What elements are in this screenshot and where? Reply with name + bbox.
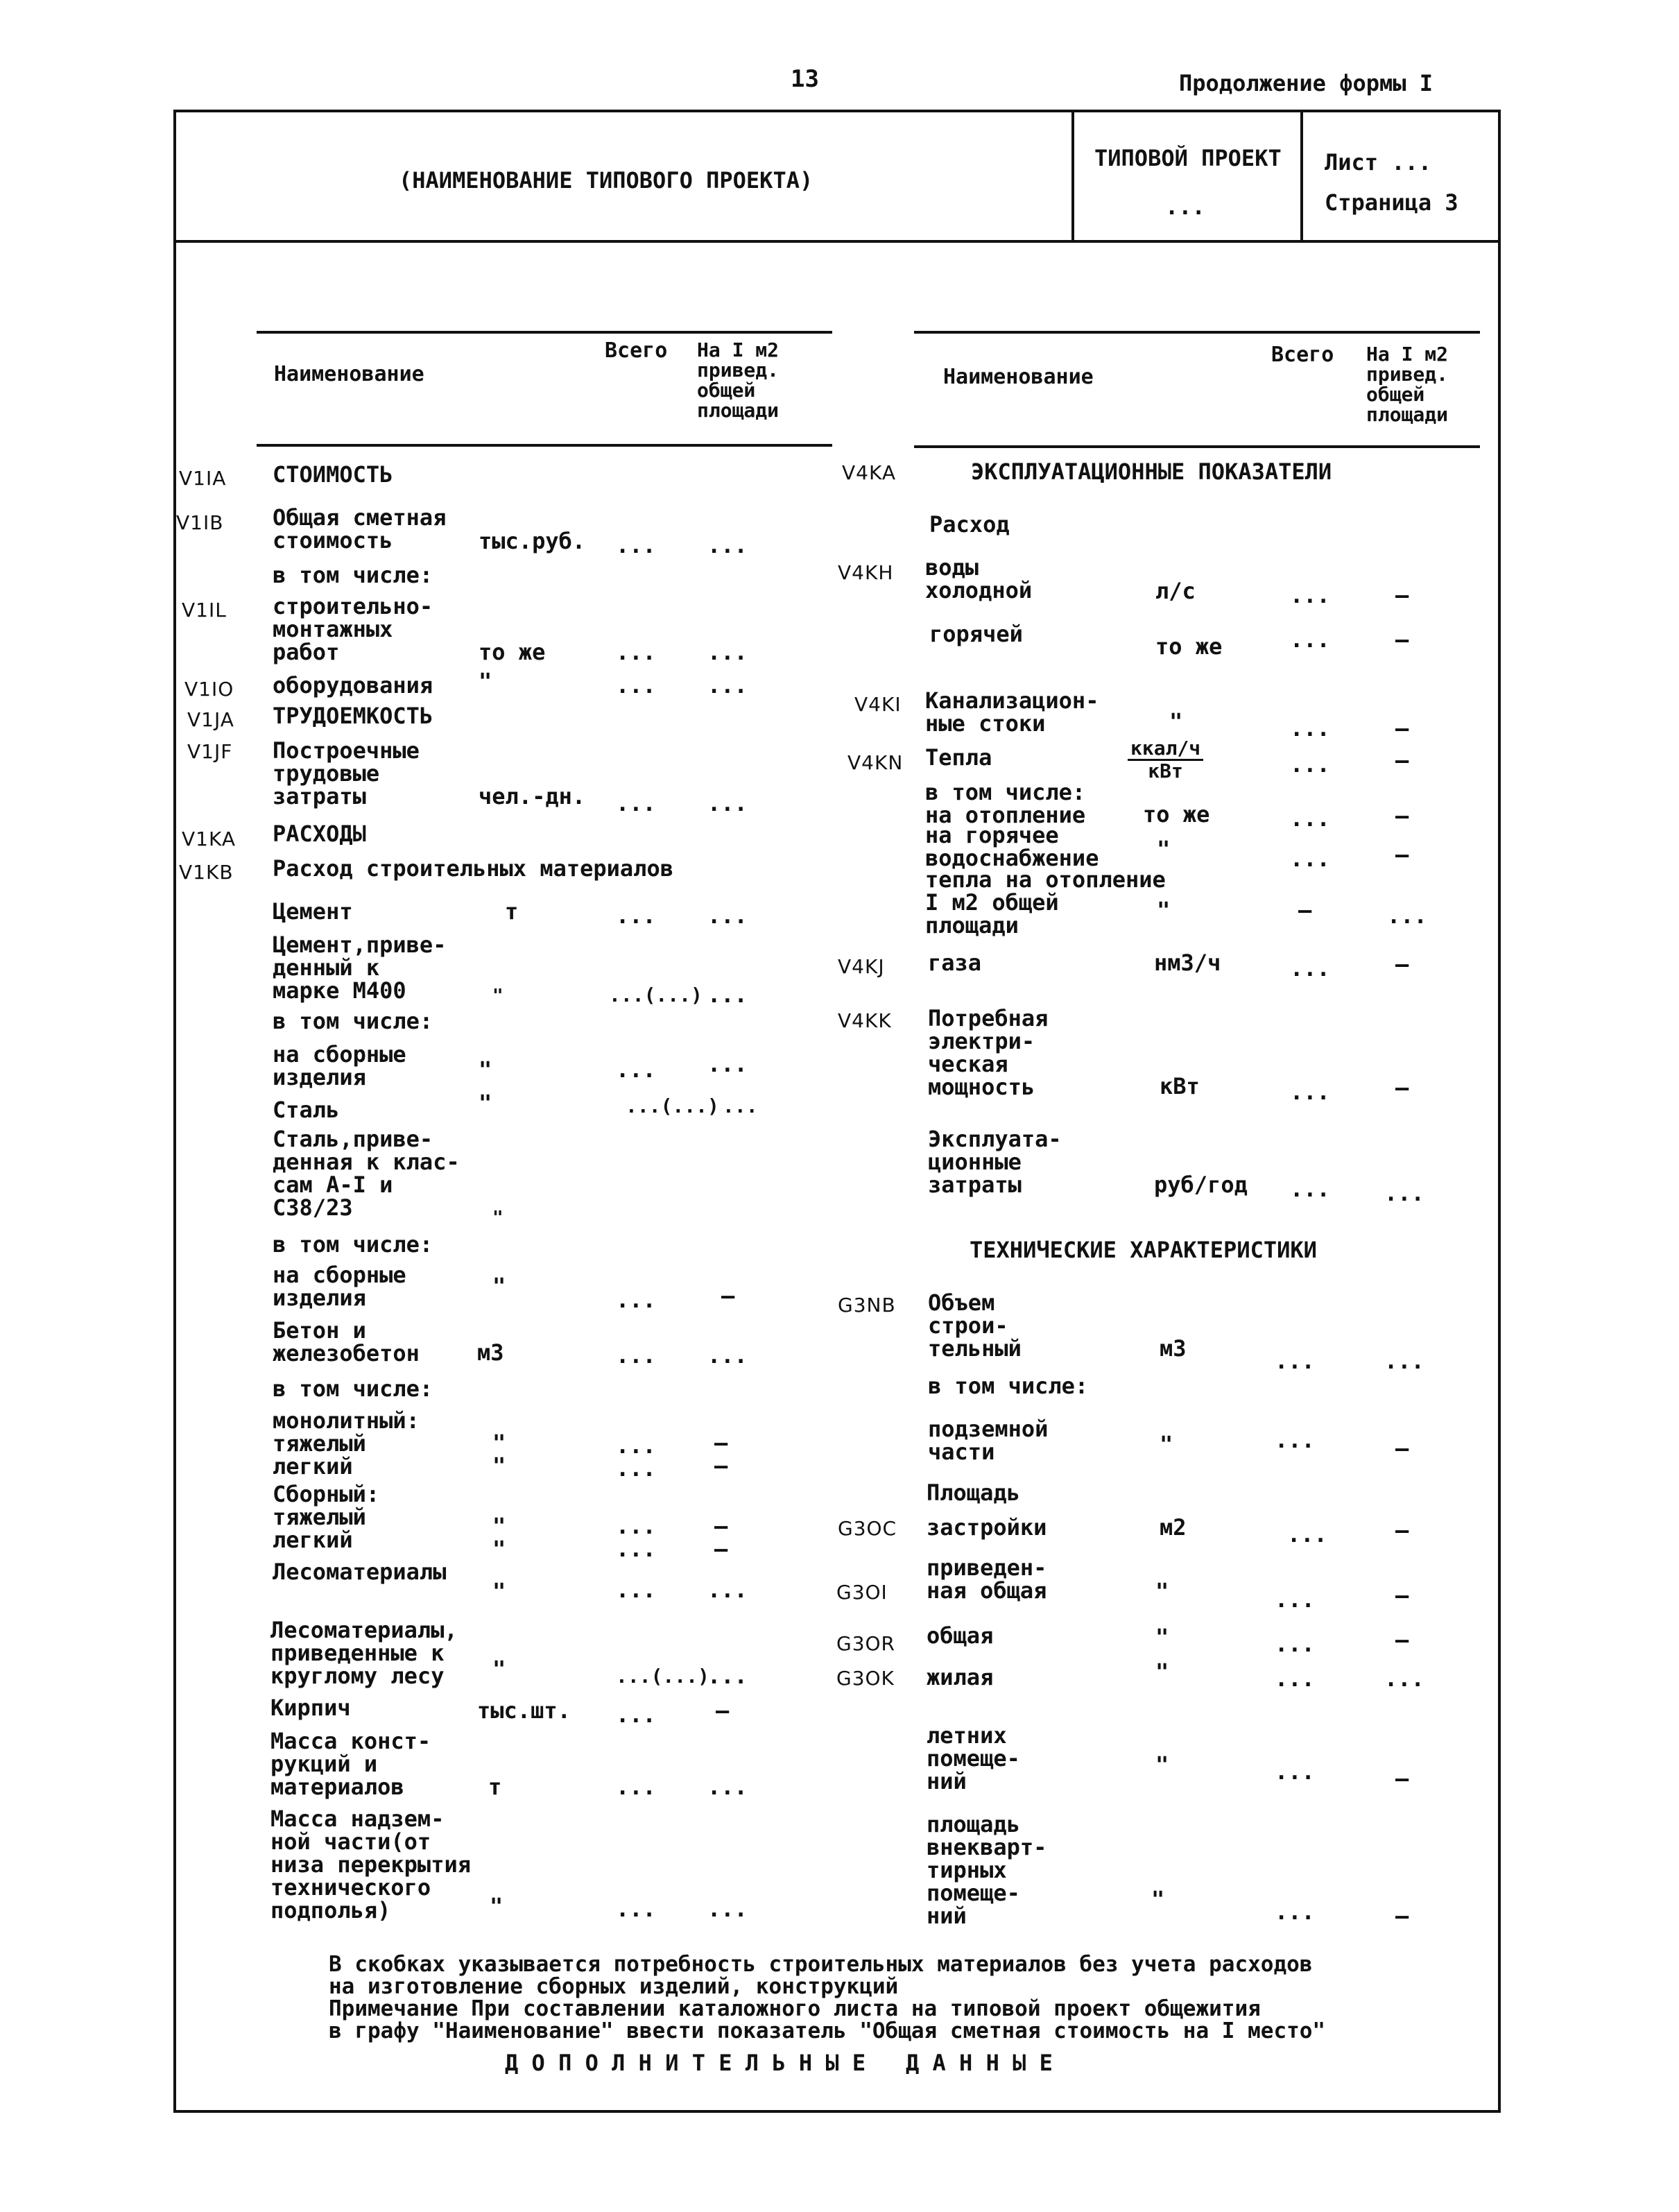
right-row-per: – <box>1395 1517 1409 1543</box>
right-row-total: ... <box>1290 805 1330 832</box>
left-row-unit: м3 <box>477 1339 504 1366</box>
left-row-total: ... <box>616 1577 656 1603</box>
right-row-name: на горячее водоснабжение <box>925 822 1099 871</box>
right-row-total: ... <box>1290 626 1330 653</box>
left-row-per: ... <box>707 639 748 665</box>
left-row-name: в том числе: <box>273 1375 433 1402</box>
left-row-name: Сборный: тяжелый легкий <box>273 1481 380 1553</box>
left-row-total: ... <box>616 639 656 665</box>
right-row-per: – <box>1395 715 1409 741</box>
right-row-name: летних помеще- ний <box>927 1722 1020 1794</box>
right-row-total: ... <box>1275 1665 1315 1692</box>
left-row-code: V1IL <box>182 599 227 621</box>
left-row-name: ТРУДОЕМКОСТЬ <box>273 703 433 729</box>
additional-data-heading: Д О П О Л Н И Т Е Л Ь Н Ы Е Д А Н Н Ы Е <box>505 2050 1053 2076</box>
left-row-unit: " <box>479 668 492 694</box>
left-row-code: V1IB <box>176 511 224 534</box>
left-header-total: Всего <box>605 338 668 363</box>
left-row-total: ...(...) <box>626 1095 719 1117</box>
right-row-total: ... <box>1287 1521 1327 1547</box>
left-row-total: ... <box>616 1287 656 1313</box>
note-line-4: в графу "Наименование" ввести показатель "Общая сметная стоимость на I место" <box>329 2018 1326 2043</box>
left-row-per: – – <box>714 1430 728 1479</box>
left-row-per: ... <box>723 1095 758 1117</box>
right-row-name: подземной части <box>928 1416 1049 1465</box>
right-row-total: ... <box>1275 1898 1315 1925</box>
left-row-per: ... <box>707 902 748 929</box>
left-row-per: – <box>721 1283 735 1309</box>
right-row-per: – <box>1395 951 1409 977</box>
left-row-unit: то же <box>479 639 546 665</box>
right-row-unit-denominator: кВт <box>1148 760 1183 782</box>
left-row-code: V1IO <box>184 678 234 701</box>
right-row-name: жилая <box>927 1664 994 1690</box>
right-row-unit: л/с <box>1155 578 1196 604</box>
left-row-per: ... <box>707 532 748 558</box>
right-row-name: Потребная электри- ческая мощность <box>928 1005 1049 1100</box>
left-row-total: ... <box>616 790 656 816</box>
left-row-code: V1KB <box>179 861 234 884</box>
left-row-total: ... <box>616 1896 656 1922</box>
right-row-total: ... <box>1275 1758 1315 1785</box>
right-row-per: – <box>1395 841 1409 868</box>
left-header-name: Наименование <box>274 362 424 386</box>
right-row-name: площадь внекварт- тирных помеще- ний <box>927 1811 1047 1929</box>
right-row-total: ... <box>1290 751 1330 778</box>
left-row-name: строительно- монтажных работ <box>273 593 433 665</box>
right-row-unit: " <box>1155 1578 1169 1604</box>
left-header-per-m2: На I м2 привед. общей площади <box>697 338 780 422</box>
left-row-unit: " <box>490 1893 503 1919</box>
page-label: Страница 3 <box>1325 189 1458 216</box>
right-row-per: – <box>1395 626 1409 653</box>
right-row-name: Расход <box>929 511 1010 538</box>
left-row-per: ... <box>707 790 748 816</box>
left-row-unit: " <box>492 986 503 1006</box>
right-row-name: тепла на отопление I м2 общей площади <box>925 866 1166 938</box>
right-row-unit: " <box>1169 708 1183 735</box>
right-row-name: Канализацион- ные стоки <box>925 687 1099 737</box>
right-row-name: ЭКСПЛУАТАЦИОННЫЕ ПОКАЗАТЕЛИ <box>971 458 1332 485</box>
left-row-total: ... <box>616 1774 656 1800</box>
left-row-name: Масса конст- рукций и материалов <box>270 1728 431 1800</box>
right-row-total: ... <box>1290 582 1330 608</box>
right-row-unit: м2 <box>1160 1514 1187 1541</box>
right-table-top-rule <box>914 331 1480 334</box>
left-row-unit: " <box>492 1208 503 1228</box>
right-row-unit: кВт <box>1160 1073 1200 1099</box>
right-row-total: ... <box>1290 1079 1330 1105</box>
right-row-unit: руб/год <box>1154 1172 1248 1198</box>
left-row-unit: " <box>479 1090 492 1116</box>
left-row-total: ... <box>616 1701 656 1728</box>
right-row-code: V4KJ <box>838 955 885 978</box>
right-row-unit: то же <box>1143 801 1210 828</box>
left-row-name: РАСХОДЫ <box>273 821 366 847</box>
right-row-name: горячей <box>929 621 1023 647</box>
left-row-per: ... <box>707 672 748 698</box>
left-row-per: – – <box>714 1513 728 1562</box>
frame-bottom <box>173 2110 1501 2113</box>
right-row-name: общая <box>927 1622 994 1649</box>
right-row-name: Тепла <box>925 744 992 771</box>
right-row-unit: " <box>1155 1624 1169 1650</box>
left-row-name: в том числе: <box>273 1231 433 1258</box>
left-row-per: ... <box>707 1051 748 1077</box>
left-row-name: Лесоматериалы <box>273 1559 447 1585</box>
right-row-code: V4KK <box>838 1009 892 1032</box>
typical-project-label: ТИПОВОЙ ПРОЕКТ <box>1094 145 1282 171</box>
right-row-code: G3OI <box>836 1581 888 1604</box>
left-row-total: ... ... <box>616 1432 656 1482</box>
right-row-unit: м3 <box>1160 1335 1187 1362</box>
header-col-divider-2 <box>1300 110 1303 241</box>
left-row-per: ... <box>707 1342 748 1369</box>
left-row-unit: т <box>488 1774 502 1800</box>
right-row-unit: " <box>1151 1886 1165 1912</box>
right-row-name: приведен- ная общая <box>927 1554 1047 1604</box>
left-row-unit: " <box>479 1056 492 1083</box>
right-row-per: – <box>1395 582 1409 608</box>
left-row-total: ...(...) <box>609 984 703 1006</box>
right-row-name: застройки <box>927 1514 1047 1541</box>
right-row-total: ... <box>1290 715 1330 741</box>
left-row-total: ...(...) <box>616 1665 709 1688</box>
left-table-top-rule <box>257 331 832 334</box>
right-row-name: Площадь <box>927 1480 1020 1506</box>
left-row-name: Цемент,приве- денный к марке М400 <box>273 932 447 1004</box>
left-row-total: ... <box>616 532 656 558</box>
left-row-per: ... <box>707 1577 748 1603</box>
right-row-per: ... <box>1384 1348 1424 1374</box>
left-row-per: ... <box>707 1663 748 1689</box>
right-row-code: V4KA <box>842 461 896 484</box>
right-row-code: V4KH <box>838 561 894 584</box>
note-line-3: Примечание При составлении каталожного листа на типовой проект общежития <box>329 1996 1261 2021</box>
left-row-name: Лесоматериалы, приведенные к круглому лесу <box>270 1617 458 1689</box>
right-row-per: – <box>1395 1074 1409 1101</box>
right-row-total: ... <box>1290 955 1330 981</box>
left-table-header-rule <box>257 444 832 447</box>
left-row-name: Общая сметная стоимость <box>273 504 447 554</box>
left-row-unit: тыс.руб. <box>479 528 586 554</box>
left-row-unit: т <box>505 898 519 925</box>
right-row-code: G3OR <box>836 1632 896 1655</box>
right-row-total: ... <box>1290 1176 1330 1202</box>
left-row-unit: " <box>492 1578 506 1604</box>
right-row-total: ... <box>1290 846 1330 872</box>
right-row-per: ... <box>1384 1665 1424 1692</box>
left-row-code: V1IA <box>179 467 227 490</box>
left-row-unit: чел.-дн. <box>479 783 586 809</box>
right-row-per: – <box>1395 1582 1409 1609</box>
right-row-total: ... <box>1275 1631 1315 1657</box>
project-name: (НАИМЕНОВАНИЕ ТИПОВОГО ПРОЕКТА) <box>399 167 813 194</box>
right-row-per: – <box>1395 803 1409 829</box>
left-row-name: в том числе: <box>273 1008 433 1034</box>
right-row-unit: " <box>1155 1751 1169 1778</box>
right-row-name: Объем строи- тельный <box>928 1289 1022 1362</box>
right-row-unit: " <box>1157 897 1171 923</box>
right-row-total: ... <box>1275 1586 1315 1613</box>
left-row-per: ... <box>707 981 748 1008</box>
right-row-per: – <box>1395 1903 1409 1929</box>
right-row-unit-numerator: ккал/ч <box>1128 738 1203 761</box>
left-row-name: в том числе: <box>273 562 433 588</box>
left-row-total: ... <box>616 902 656 929</box>
left-row-name: на сборные изделия <box>273 1262 406 1311</box>
right-row-name: в том числе: <box>928 1373 1089 1399</box>
right-row-code: G3OK <box>836 1667 895 1690</box>
right-row-unit: нм3/ч <box>1154 950 1221 976</box>
left-row-code: V1JA <box>187 708 234 731</box>
right-row-code: G3NB <box>838 1294 896 1317</box>
left-row-total: ... <box>616 1342 656 1369</box>
left-row-name: Кирпич <box>270 1695 351 1721</box>
left-row-unit: " " <box>492 1430 506 1479</box>
right-row-name: в том числе: на отопление <box>925 779 1086 828</box>
left-row-per: – <box>716 1697 730 1724</box>
left-row-unit: " <box>492 1656 506 1682</box>
left-row-total: ... <box>616 1056 656 1083</box>
right-row-name: газа <box>928 950 982 976</box>
form-continuation: Продолжение формы I <box>1179 70 1433 96</box>
right-row-per: – <box>1395 1765 1409 1792</box>
left-row-name: СТОИМОСТЬ <box>273 461 393 488</box>
left-row-name: Сталь <box>273 1097 340 1123</box>
left-row-name: Масса надзем- ной части(от низа перекрытия технического подполья) <box>270 1806 471 1923</box>
left-row-unit: " " <box>492 1513 506 1562</box>
right-header-total: Всего <box>1271 343 1334 367</box>
left-row-code: V1KA <box>182 828 236 850</box>
right-row-total: – <box>1298 897 1312 923</box>
right-row-total: ... <box>1275 1348 1315 1374</box>
left-row-name: Бетон и железобетон <box>273 1317 420 1366</box>
left-row-per: ... <box>707 1896 748 1922</box>
right-header-name: Наименование <box>943 365 1094 389</box>
left-row-total: ... <box>616 672 656 698</box>
right-row-name: воды холодной <box>925 554 1033 603</box>
left-row-name: Сталь,приве- денная к клас- сам А-I и С38/23 <box>273 1126 460 1221</box>
right-row-per: – <box>1395 1627 1409 1653</box>
header-col-divider-1 <box>1071 110 1074 241</box>
right-header-per-m2: На I м2 привед. общей площади <box>1366 343 1449 426</box>
right-row-unit: " <box>1160 1431 1173 1457</box>
left-row-per: ... <box>707 1774 748 1800</box>
right-table-header-rule <box>914 445 1480 448</box>
frame-left <box>173 110 176 2113</box>
right-row-unit: " <box>1155 1658 1169 1685</box>
left-row-name: на сборные изделия <box>273 1041 406 1090</box>
right-row-unit-fraction <box>1128 738 1203 782</box>
right-row-code: V4KN <box>847 751 904 774</box>
left-row-unit: " <box>492 1273 506 1299</box>
right-row-total: ... <box>1275 1427 1315 1453</box>
sheet-label: Лист ... <box>1325 149 1432 175</box>
right-row-per: – <box>1395 747 1409 773</box>
right-row-name: Эксплуата- ционные затраты <box>928 1126 1062 1198</box>
right-row-per: – <box>1395 1435 1409 1461</box>
right-row-code: G3OC <box>838 1517 897 1540</box>
left-row-name: Цемент <box>273 898 353 925</box>
left-row-name: Расход строительных материалов <box>273 855 673 882</box>
right-row-unit: то же <box>1155 633 1223 660</box>
left-row-name: Построечные трудовые затраты <box>273 737 420 809</box>
left-row-code: V1JF <box>187 740 233 763</box>
right-row-per: ... <box>1384 1180 1424 1206</box>
frame-right <box>1498 110 1501 2113</box>
right-row-unit: " <box>1157 836 1171 862</box>
note-line-2: на изготовление сборных изделий, конструкций <box>329 1974 899 1999</box>
left-row-total: ... ... <box>616 1513 656 1562</box>
typical-project-value: ... <box>1165 194 1205 220</box>
note-line-1: В скобках указывается потребность строительных материалов без учета расходов <box>329 1952 1313 1977</box>
right-row-code: V4KI <box>854 693 902 716</box>
right-row-name: ТЕХНИЧЕСКИЕ ХАРАКТЕРИСТИКИ <box>970 1237 1317 1263</box>
left-row-name: монолитный: тяжелый легкий <box>273 1407 420 1480</box>
page-number: 13 <box>791 65 819 93</box>
left-row-name: оборудования <box>273 672 433 698</box>
right-row-per: ... <box>1387 902 1427 929</box>
left-row-unit: тыс.шт. <box>477 1697 571 1724</box>
